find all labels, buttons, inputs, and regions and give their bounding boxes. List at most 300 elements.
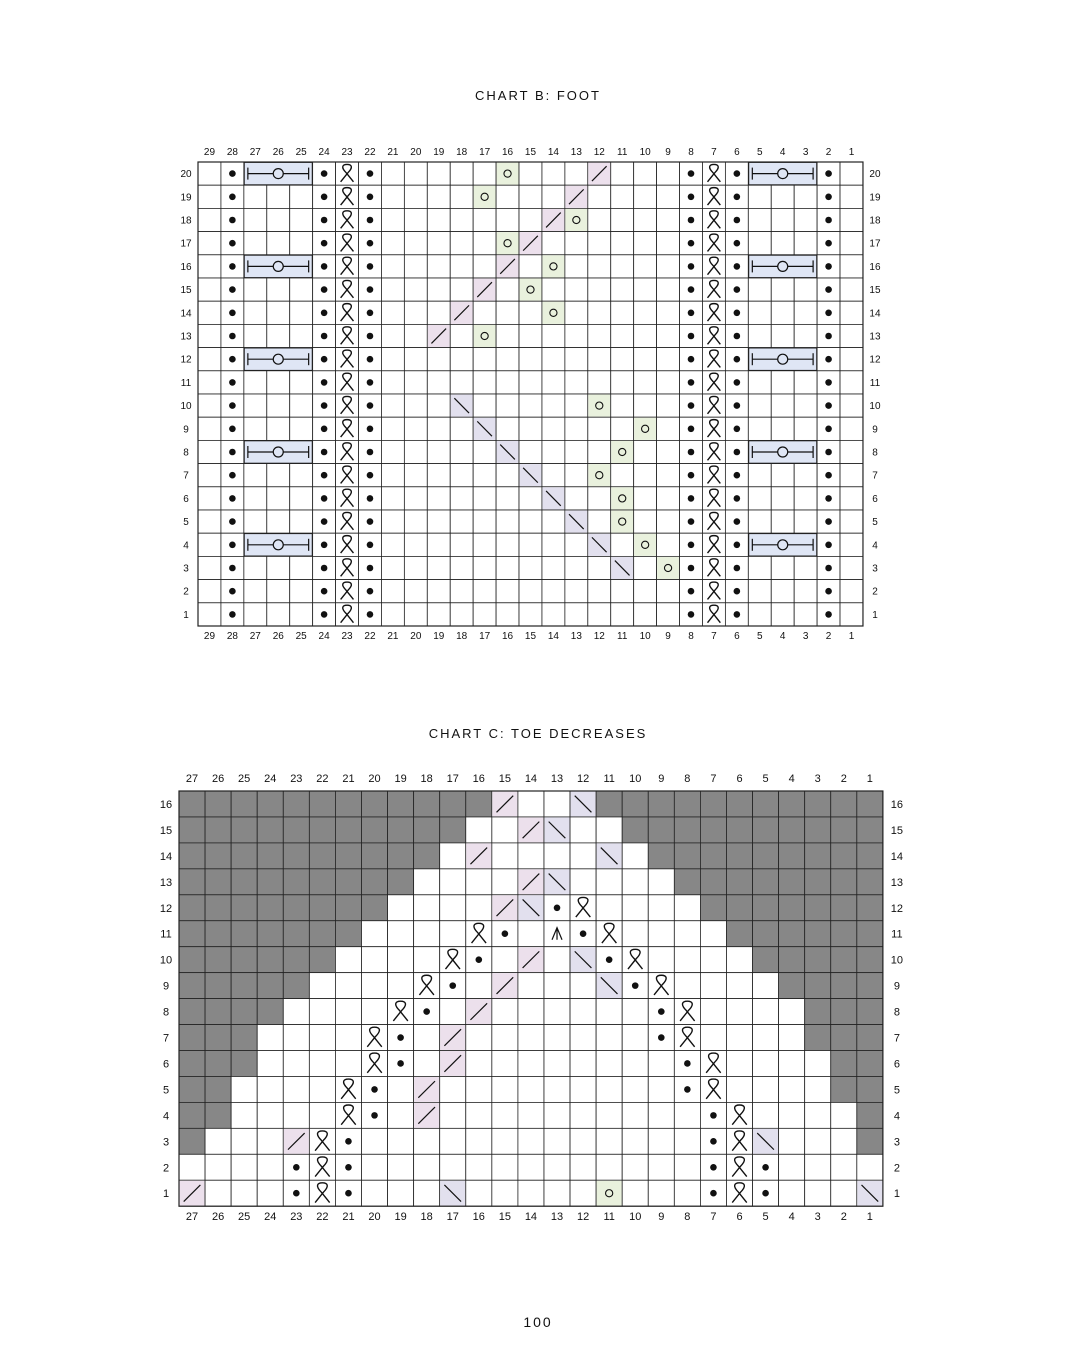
no-stitch-cell [179,1025,205,1051]
no-stitch-cell [205,895,231,921]
no-stitch-cell [283,791,309,817]
purl-dot [688,217,695,224]
chart-b-cell [427,510,450,533]
purl-dot [554,904,561,911]
chart-c-cell [440,1154,466,1180]
chart-b-cell [427,394,450,417]
chart-c-cell [857,1154,883,1180]
no-stitch-cell [231,895,257,921]
no-stitch-cell [309,895,335,921]
chart-b-cell [473,533,496,556]
chart-b-cell [290,208,313,231]
column-number: 16 [472,773,485,785]
chart-b-cell [381,510,404,533]
chart-b-cell [748,278,771,301]
column-number: 22 [364,147,376,158]
purl-dot [476,956,483,963]
row-number: 15 [869,285,881,297]
row-number: 4 [162,1110,170,1123]
no-stitch-cell [831,869,857,895]
chart-b-cell [290,510,313,533]
chart-c-cell [361,1154,387,1180]
no-stitch-cell [179,1051,205,1077]
chart-b-cell [657,301,680,324]
chart-c-cell [492,1025,518,1051]
chart-b-cell [794,301,817,324]
yo-cell [611,487,633,509]
yo-cell [634,534,656,556]
chart-b-cell [198,278,221,301]
row-number: 8 [183,447,189,459]
chart-b-cell [840,348,863,371]
row-number: 11 [891,928,903,941]
no-stitch-cell [205,817,231,843]
row-number: 19 [869,192,881,204]
column-number: 13 [570,631,582,642]
chart-b-cell [657,603,680,626]
chart-b-cell [427,603,450,626]
chart-b-title: CHART B: FOOT [475,88,601,103]
column-number: 15 [524,631,537,642]
no-stitch-cell [753,843,779,869]
chart-b-cell [381,255,404,278]
column-number: 9 [658,1211,665,1224]
purl-dot [321,240,328,247]
chart-b-cell [427,301,450,324]
chart-b-cell [496,324,519,347]
chart-c-cell [388,895,414,921]
no-stitch-cell [205,921,231,947]
no-stitch-cell [257,817,283,843]
no-stitch-cell [205,999,231,1025]
chart-b-cell [244,324,267,347]
chart-c-cell [570,1076,596,1102]
purl-dot [321,402,328,409]
chart-b-cell [840,464,863,487]
column-number: 5 [757,631,763,642]
yo-cell [657,557,679,579]
chart-c-cell [805,1051,831,1077]
chart-c-cell [570,869,596,895]
chart-b-cell [634,464,657,487]
no-stitch-cell [361,869,387,895]
chart-b-cell [611,464,634,487]
no-stitch-cell [205,869,231,895]
cable-center-icon [273,447,283,457]
chart-b-cell [748,301,771,324]
chart-b-cell [634,556,657,579]
chart-c-cell [518,1025,544,1051]
chart-c-cell [570,1025,596,1051]
chart-b-cell [542,440,565,463]
chart-c-cell [779,1025,805,1051]
chart-b-cell [840,162,863,185]
chart-c-cell [726,1025,752,1051]
chart-b-cell [519,371,542,394]
no-stitch-cell [857,1051,883,1077]
chart-b-cell [496,278,519,301]
yo-cell [474,325,496,347]
no-stitch-cell [857,1025,883,1051]
column-number: 2 [840,773,847,785]
no-stitch-cell [257,921,283,947]
chart-b-cell [473,255,496,278]
no-stitch-cell [674,791,700,817]
chart-b-cell [748,185,771,208]
column-number: 27 [249,631,261,642]
chart-c-cell [518,1154,544,1180]
no-stitch-cell [309,947,335,973]
no-stitch-cell [309,843,335,869]
no-stitch-cell [753,895,779,921]
row-number: 16 [159,798,173,811]
chart-b-cell [496,371,519,394]
column-number: 7 [711,631,717,642]
chart-b-cell [611,417,634,440]
chart-b-cell [611,324,634,347]
no-stitch-cell [179,895,205,921]
purl-dot [367,588,374,595]
chart-c-cell [361,947,387,973]
chart-c-cell [805,1154,831,1180]
chart-c-cell [335,999,361,1025]
chart-b-cell [244,301,267,324]
chart-b-cell [267,278,290,301]
chart-b-cell [381,394,404,417]
chart-b-grid [0,140,1076,650]
column-number: 19 [394,1211,407,1224]
chart-b-cell [267,510,290,533]
chart-b-cell [748,510,771,533]
purl-dot [825,240,832,247]
chart-b-cell [657,394,680,417]
no-stitch-cell [779,843,805,869]
chart-b-cell [198,533,221,556]
chart-b-cell [519,510,542,533]
chart-c-cell [414,895,440,921]
no-stitch-cell [779,869,805,895]
column-number: 2 [825,631,832,642]
chart-b-cell [588,278,611,301]
no-stitch-cell [361,895,387,921]
purl-dot [825,286,832,293]
chart-c-cell [622,1076,648,1102]
yo-cell [588,395,610,417]
chart-b-cell [542,510,565,533]
no-stitch-cell [283,973,309,999]
chart-b-cell [611,278,634,301]
chart-b-cell [611,348,634,371]
chart-b-cell [542,533,565,556]
purl-dot [229,588,236,595]
chart-c-cell [648,1128,674,1154]
chart-b-cell [496,487,519,510]
yo-cell [597,1181,622,1206]
chart-b-cell [404,394,427,417]
chart-b-cell [290,301,313,324]
row-number: 10 [890,954,904,967]
chart-b-cell [267,487,290,510]
chart-c-cell [309,999,335,1025]
no-stitch-cell [179,791,205,817]
chart-b-cell [381,278,404,301]
chart-b-cell [473,556,496,579]
chart-b-cell [450,556,473,579]
chart-c-cell [622,869,648,895]
chart-b-cell [198,464,221,487]
chart-b-cell [381,556,404,579]
no-stitch-cell [388,843,414,869]
chart-c-cell [309,1076,335,1102]
no-stitch-cell [257,973,283,999]
chart-b-cell [267,580,290,603]
chart-c-cell [648,947,674,973]
yo-cell [542,255,564,277]
no-stitch-cell [674,869,700,895]
column-number: 24 [264,773,277,785]
column-number: 19 [394,773,407,785]
column-number: 22 [364,631,376,642]
no-stitch-cell [466,791,492,817]
chart-c-cell [779,1102,805,1128]
purl-dot [825,356,832,363]
column-number: 27 [185,773,199,785]
chart-c-cell [414,1128,440,1154]
column-number: 21 [342,773,355,785]
purl-dot [293,1164,300,1171]
chart-b-cell [473,348,496,371]
column-number: 9 [665,147,671,158]
purl-dot [367,356,374,363]
column-number: 1 [848,147,855,158]
chart-b-cell [267,464,290,487]
chart-c-cell [544,999,570,1025]
no-stitch-cell [779,791,805,817]
purl-dot [367,333,374,340]
chart-c-cell [414,1180,440,1206]
purl-dot [688,286,695,293]
column-number: 5 [762,773,769,785]
purl-dot [825,402,832,409]
chart-c-cell [753,1076,779,1102]
chart-c-cell [596,1128,622,1154]
chart-b-cell [244,487,267,510]
chart-c-cell [622,1051,648,1077]
column-number: 28 [226,631,238,642]
column-number: 17 [479,147,491,158]
row-number: 7 [893,1032,900,1045]
row-number: 14 [159,850,173,863]
chart-b-cell [611,232,634,255]
chart-b-cell [840,580,863,603]
column-number: 26 [211,773,225,785]
chart-c-cell [518,1102,544,1128]
purl-dot [688,588,695,595]
chart-c-cell [779,1180,805,1206]
chart-b-cell [519,162,542,185]
no-stitch-cell [726,791,752,817]
column-number: 15 [498,1211,511,1224]
column-number: 15 [498,773,511,785]
row-number: 17 [180,238,192,250]
chart-c-cell [388,973,414,999]
chart-c-cell [570,1051,596,1077]
column-number: 9 [665,631,671,642]
chart-c-cell [388,1180,414,1206]
no-stitch-cell [779,921,805,947]
purl-dot [229,426,236,433]
chart-b-cell [427,533,450,556]
no-stitch-cell [414,843,440,869]
chart-c-cell [570,817,596,843]
column-number: 12 [593,147,605,158]
no-stitch-cell [857,999,883,1025]
purl-dot [688,194,695,201]
column-number: 10 [639,631,651,642]
chart-b-cell [542,603,565,626]
chart-b-cell [450,580,473,603]
column-number: 8 [688,147,694,158]
purl-dot [229,310,236,317]
chart-b-cell [657,208,680,231]
chart-b-cell [290,464,313,487]
column-number: 8 [688,631,694,642]
chart-b-cell [450,348,473,371]
chart-c-cell [648,1051,674,1077]
column-number: 3 [802,147,809,158]
chart-b-cell [381,533,404,556]
chart-c-cell [622,921,648,947]
chart-b-cell [565,348,588,371]
chart-b-cell [244,556,267,579]
column-number: 10 [639,147,651,158]
chart-b-cell [542,371,565,394]
no-stitch-cell [831,895,857,921]
chart-b-cell [404,255,427,278]
column-number: 18 [420,773,433,785]
column-number: 14 [524,1211,538,1224]
purl-dot [825,263,832,270]
no-stitch-cell [805,999,831,1025]
chart-c-cell [596,869,622,895]
row-number: 1 [872,609,878,621]
purl-dot [734,194,741,201]
purl-dot [825,333,832,340]
chart-c-cell [518,1076,544,1102]
chart-c-cell [648,1180,674,1206]
no-stitch-cell [257,999,283,1025]
no-stitch-cell [205,1076,231,1102]
purl-dot [321,217,328,224]
chart-c-cell [414,947,440,973]
purl-dot [710,1138,717,1145]
no-stitch-cell [700,817,726,843]
chart-b-cell [427,417,450,440]
chart-c-cell [414,1051,440,1077]
column-number: 6 [734,147,740,158]
purl-dot [229,518,236,525]
no-stitch-cell [440,791,466,817]
chart-c-cell [492,947,518,973]
row-number: 5 [183,517,189,529]
chart-b-cell [404,324,427,347]
chart-c-cell [674,1154,700,1180]
purl-dot [734,263,741,270]
purl-dot [825,426,832,433]
chart-b-cell [198,185,221,208]
no-stitch-cell [179,973,205,999]
chart-b-cell [381,603,404,626]
chart-b-cell [244,417,267,440]
chart-b-cell [381,208,404,231]
chart-b-cell [473,440,496,463]
no-stitch-cell [179,1102,205,1128]
chart-c-cell [518,1128,544,1154]
chart-b-cell [657,255,680,278]
chart-b-cell [404,371,427,394]
chart-c-cell [622,843,648,869]
chart-b-cell [794,464,817,487]
column-number: 20 [410,147,422,158]
purl-dot [321,310,328,317]
chart-c-cell [570,973,596,999]
no-stitch-cell [779,817,805,843]
chart-c-cell [414,921,440,947]
purl-dot [825,170,832,177]
purl-dot [825,194,832,201]
column-number: 3 [802,631,809,642]
row-number: 1 [162,1188,170,1201]
purl-dot [825,310,832,317]
purl-dot [684,1086,691,1093]
chart-b-cell [565,301,588,324]
chart-c-cell [388,1102,414,1128]
chart-c-cell [309,1102,335,1128]
purl-dot [345,1190,352,1197]
chart-c-cell [622,1180,648,1206]
chart-b-cell [748,580,771,603]
chart-b-cell [840,371,863,394]
chart-b-cell [450,162,473,185]
row-number: 5 [872,517,878,529]
chart-b-cell [771,301,794,324]
chart-b-cell [542,580,565,603]
chart-c-cell [596,1051,622,1077]
chart-c-cell [466,1128,492,1154]
chart-c-cell [231,1180,257,1206]
no-stitch-cell [205,1051,231,1077]
row-number: 6 [872,493,878,505]
chart-c-cell [648,1154,674,1180]
chart-b-cell [267,324,290,347]
column-number: 23 [290,1211,303,1224]
chart-c-cell [700,1025,726,1051]
chart-b-cell [611,255,634,278]
purl-dot [688,356,695,363]
purl-dot [688,426,695,433]
purl-dot [734,356,741,363]
chart-c-cell [544,843,570,869]
chart-b-cell [794,487,817,510]
chart-b-cell [748,232,771,255]
no-stitch-cell [857,973,883,999]
chart-c-cell [622,1128,648,1154]
column-number: 11 [617,147,628,158]
chart-b-cell [381,580,404,603]
chart-b-cell [427,580,450,603]
no-stitch-cell [283,895,309,921]
chart-c-cell [805,1076,831,1102]
